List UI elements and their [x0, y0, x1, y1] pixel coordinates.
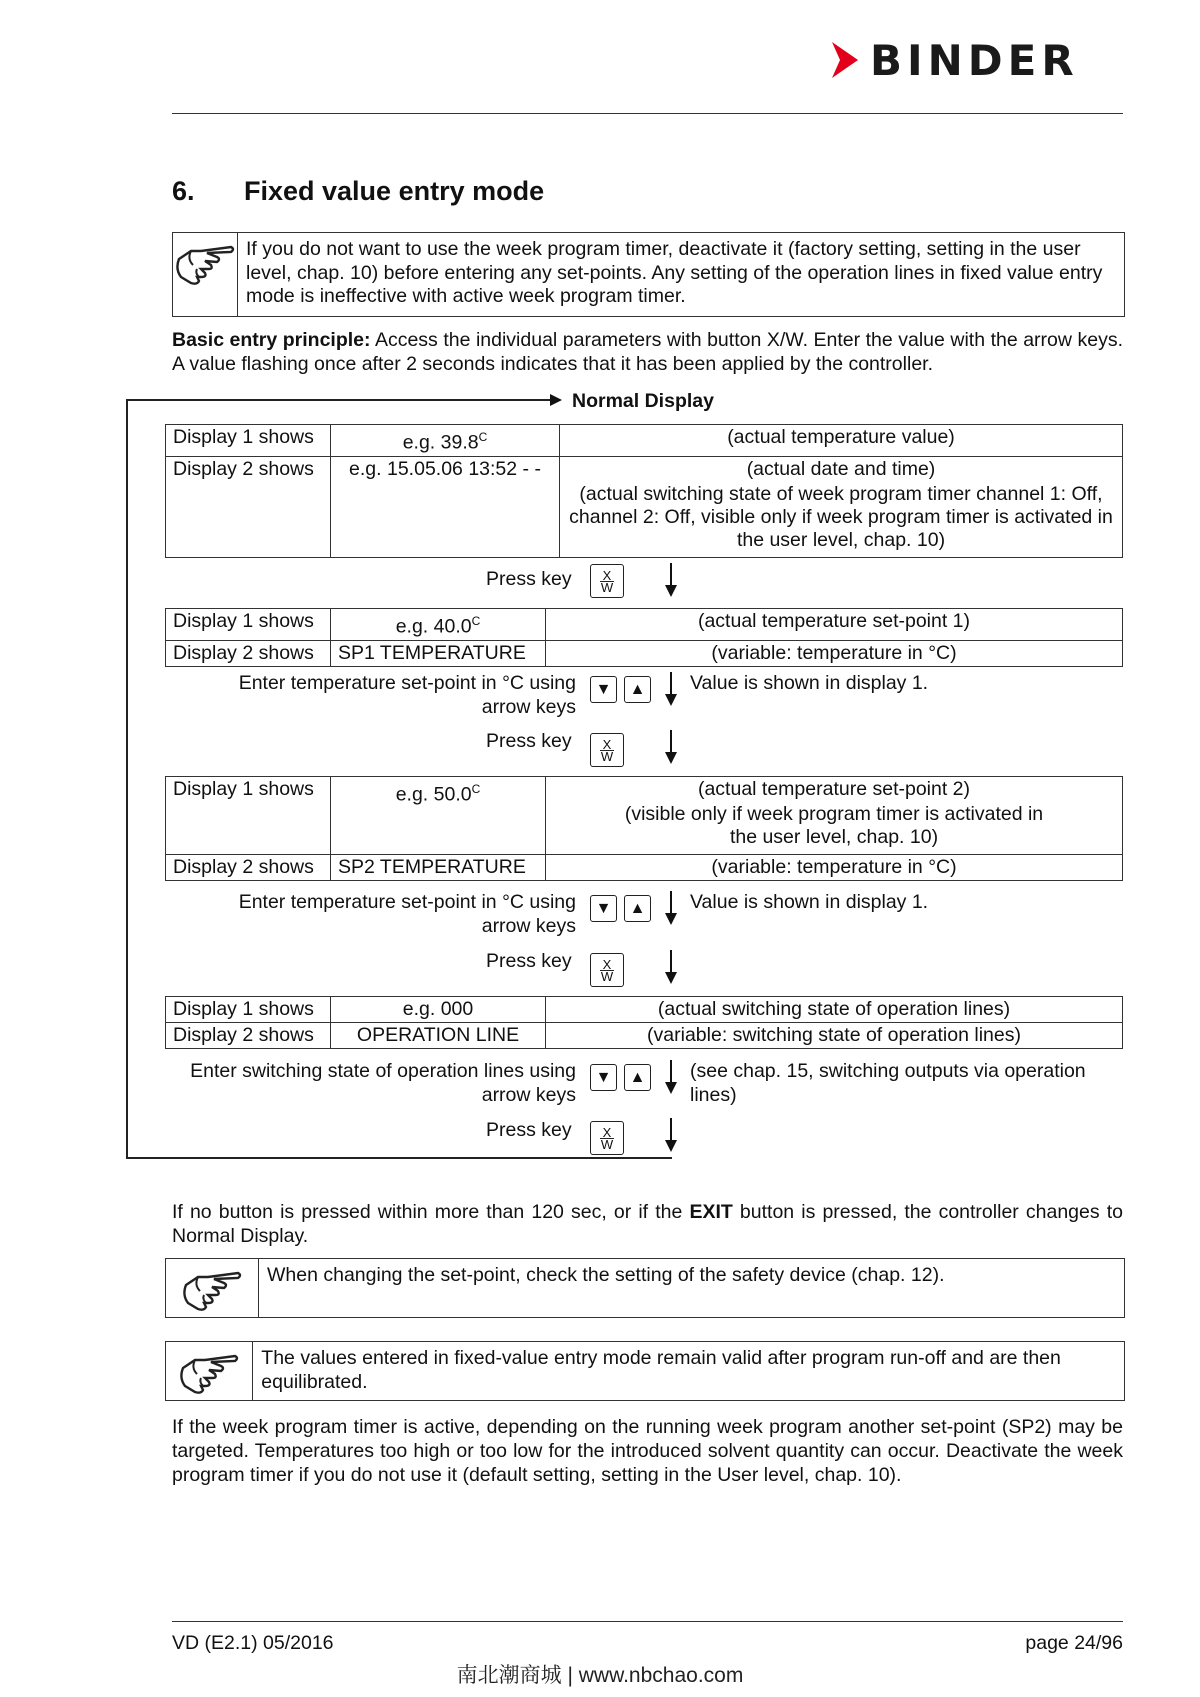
brand-name: BINDER	[870, 35, 1079, 85]
row-label: Display 2 shows	[166, 855, 331, 881]
timeout-paragraph: If no button is pressed within more than 120 sec, or if the EXIT button is pressed, the controller changes to Normal Display.	[172, 1201, 1123, 1247]
down-arrow-icon	[670, 1060, 672, 1092]
row-description: (actual temperature set-point 1)	[546, 609, 1123, 641]
entry-principle	[172, 328, 1123, 376]
loop-line-bottom	[126, 1157, 672, 1159]
week-program-paragraph: If the week program timer is active, depending on the running week program another set-point (SP2) may be targeted. Temperatures too high or too low for the introduced solvent quantity can occur. Deactivate the week program timer if you do not use it (default setting, setting in the User level, chap. 10).	[172, 1416, 1123, 1486]
display-value: SP2 TEMPERATURE	[331, 855, 546, 881]
row-label: Display 1 shows	[166, 609, 331, 641]
row-label: Display 2 shows	[166, 456, 331, 557]
arrow-down-key[interactable]: ▼	[590, 1064, 617, 1091]
press-key-label: Press key	[486, 950, 572, 972]
section-number: 6.	[172, 176, 195, 206]
down-arrow-icon	[670, 1118, 672, 1150]
row-description: (variable: temperature in °C)	[546, 855, 1123, 881]
down-arrow-icon	[670, 563, 672, 595]
row-label: Display 1 shows	[166, 777, 331, 855]
press-key-label: Press key	[486, 730, 572, 752]
note-text: When changing the set-point, check the setting of the safety device (chap. 12).	[267, 1264, 945, 1286]
row-description: (actual temperature set-point 2) (visible only if week program timer is activated in the user level, chap. 10)	[546, 777, 1123, 855]
press-key-label: Press key	[486, 568, 572, 590]
pointing-hand-icon	[166, 1259, 259, 1317]
down-arrow-icon	[670, 950, 672, 982]
row-description: (actual switching state of operation lines)	[546, 997, 1123, 1023]
pointing-hand-icon	[166, 1342, 253, 1400]
operation-line-table	[165, 996, 1123, 1049]
display-value: e.g. 000	[331, 997, 546, 1023]
enter-temp-instruction: Enter temperature set-point in °C using arrow keys	[238, 891, 576, 937]
row-label: Display 1 shows	[166, 425, 331, 457]
table-row	[166, 777, 1123, 855]
xw-key[interactable]: X W	[590, 953, 624, 987]
table-row	[166, 425, 1123, 457]
note-values	[165, 1341, 1125, 1401]
row-description: (variable: temperature in °C)	[546, 640, 1123, 666]
display-value: e.g. $40.0^C$	[331, 609, 546, 641]
value-shown-text: Value is shown in display 1.	[690, 891, 929, 913]
table-row	[166, 640, 1123, 666]
normal-display-label: Normal Display	[572, 390, 714, 412]
arrow-up-key[interactable]: ▲	[624, 676, 651, 703]
row-label: Display 2 shows	[166, 1023, 331, 1049]
loop-line-top	[126, 399, 551, 401]
principle-text: Access the individual parameters with button X/W. Enter the value with the arrow keys. A value flashing once after 2 seconds indicates that it has been applied by the controller.	[172, 329, 1123, 375]
xw-key[interactable]: X W	[590, 1121, 624, 1155]
pointing-hand-icon	[173, 233, 238, 316]
display-value: e.g. $39.8^C$	[331, 425, 560, 457]
table-row	[166, 855, 1123, 881]
row-description: (variable: switching state of operation lines)	[546, 1023, 1123, 1049]
row-description: (actual date and time) (actual switching state of week program timer channel 1: Off, channel 2: Off, visible only if week program timer is activated in the user level, chap. 10)	[560, 456, 1123, 557]
table-row	[166, 609, 1123, 641]
enter-switch-instruction: Enter switching state of operation lines using arrow keys	[190, 1060, 576, 1106]
xw-key[interactable]: X W	[590, 564, 624, 598]
page-title	[172, 176, 544, 207]
arrow-up-key[interactable]: ▲	[624, 895, 651, 922]
sp2-table	[165, 776, 1123, 881]
table-row	[166, 997, 1123, 1023]
note-safety	[165, 1258, 1125, 1318]
principle-label: Basic entry principle:	[172, 329, 371, 351]
press-key-label: Press key	[486, 1119, 572, 1141]
footer-rule	[172, 1621, 1123, 1622]
display-value: SP1 TEMPERATURE	[331, 640, 546, 666]
binder-logo	[830, 35, 1079, 85]
row-label: Display 2 shows	[166, 640, 331, 666]
page-number: page 24/96	[1025, 1632, 1123, 1654]
header-rule	[172, 113, 1123, 114]
note-text: If you do not want to use the week program timer, deactivate it (factory setting, setting in the user level, chap. 10) before entering any set-points. Any setting of the operation lines in fixed value entry mode is ineffective with active week program timer.	[246, 238, 1103, 307]
normal-display-table	[165, 424, 1123, 558]
table-row	[166, 1023, 1123, 1049]
table-row	[166, 456, 1123, 557]
note-text: The values entered in fixed-value entry mode remain valid after program run-off and are then equilibrated.	[261, 1347, 1061, 1393]
loop-arrow-head	[550, 394, 562, 406]
section-title: Fixed value entry mode	[244, 176, 545, 206]
display-value: OPERATION LINE	[331, 1023, 546, 1049]
display-value: e.g. 15.05.06 13:52 - -	[331, 456, 560, 557]
watermark-text: 南北潮商城 | www.nbchao.com	[456, 1664, 744, 1687]
display-value: e.g. $50.0^C$	[331, 777, 546, 855]
down-arrow-icon	[670, 672, 672, 704]
binder-logo-icon	[830, 40, 860, 80]
document-version: VD (E2.1) 05/2016	[172, 1632, 334, 1654]
switch-result-text: (see chap. 15, switching outputs via operation lines)	[690, 1060, 1086, 1106]
down-arrow-icon	[670, 730, 672, 762]
arrow-down-key[interactable]: ▼	[590, 676, 617, 703]
row-description: (actual temperature value)	[560, 425, 1123, 457]
row-label: Display 1 shows	[166, 997, 331, 1023]
value-shown-text: Value is shown in display 1.	[690, 672, 929, 694]
arrow-down-key[interactable]: ▼	[590, 895, 617, 922]
sp1-table	[165, 608, 1123, 667]
loop-line-left	[126, 400, 128, 1158]
down-arrow-icon	[670, 891, 672, 923]
note-week-timer	[172, 232, 1125, 317]
enter-temp-instruction: Enter temperature set-point in °C using arrow keys	[238, 672, 576, 718]
arrow-up-key[interactable]: ▲	[624, 1064, 651, 1091]
xw-key[interactable]: X W	[590, 733, 624, 767]
